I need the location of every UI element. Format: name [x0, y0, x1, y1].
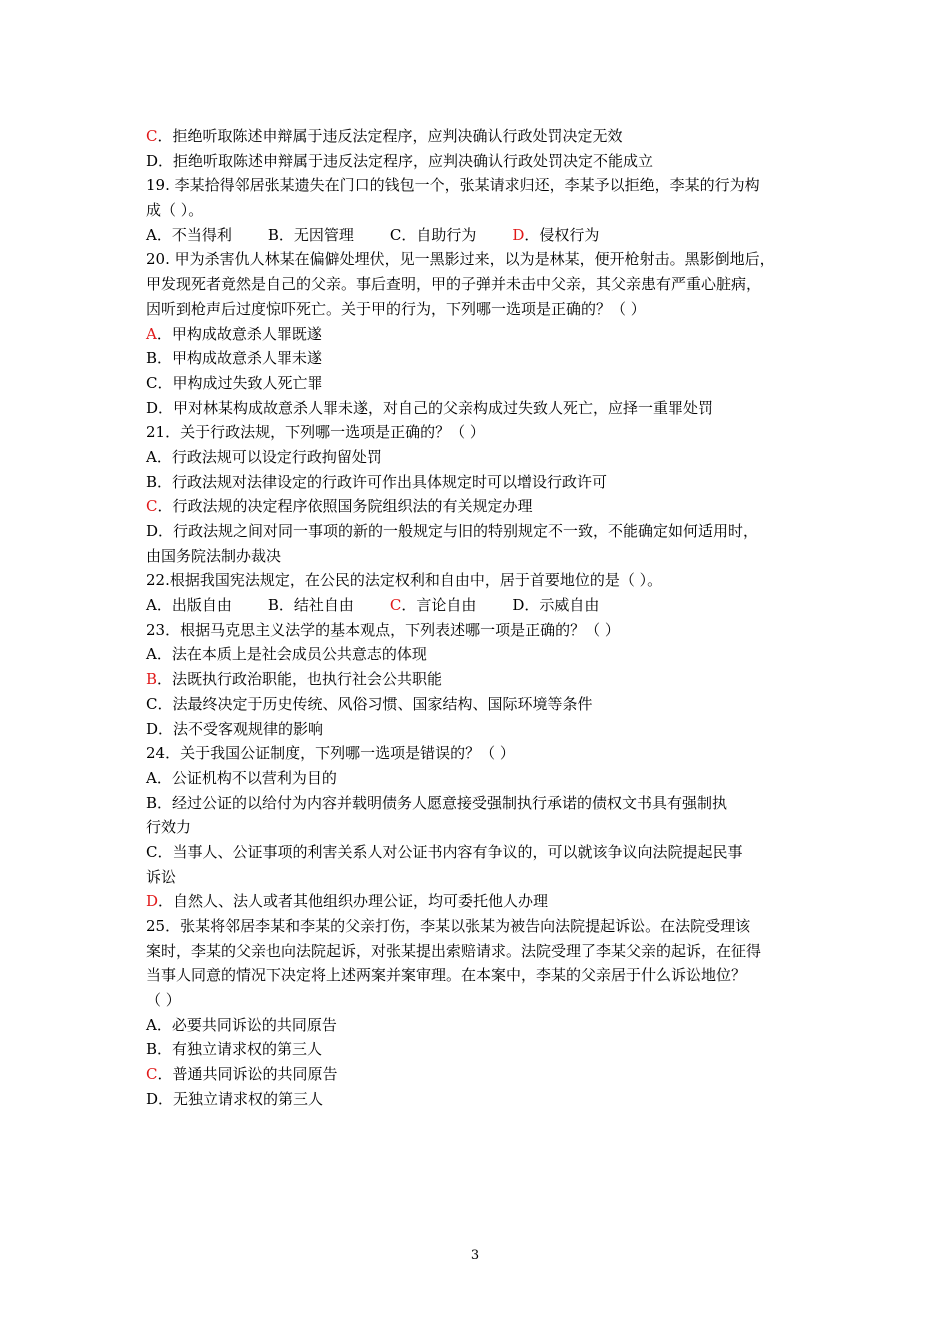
question-22-stem: 22.根据我国宪法规定，在公民的法定权利和自由中，居于首要地位的是（ ）。	[146, 571, 663, 590]
option-c-line: C．当事人、公证事项的利害关系人对公证书内容有争议的，可以就该争议向法院提起民事	[146, 842, 743, 861]
option-d: D．示威自由	[512, 596, 600, 615]
option-d-line: D．行政法规之间对同一事项的新的一般规定与旧的特别规定不一致，不能确定如何适用时，	[146, 522, 759, 540]
option-c: C．自助行为	[389, 225, 477, 244]
option-text: ．行政法规的决定程序依照国务院组织法的有关规定办理	[157, 497, 533, 516]
option-c: C．法最终决定于历史传统、风俗习惯、国家结构、国际环境等条件	[146, 694, 593, 713]
answer-letter: C	[389, 596, 402, 615]
option-b: B．结社自由	[267, 596, 354, 615]
option-d-text: ．侵权行为	[524, 225, 600, 244]
option-b-line: B．经过公证的以给付为内容并载明债务人愿意接受强制执行承诺的债权文书具有强制执	[146, 793, 728, 812]
answer-letter: D	[512, 225, 525, 244]
question-22-options	[146, 593, 816, 618]
option-d: D．甲对林某构成故意杀人罪未遂，对自己的父亲构成过失致人死亡，应择一重罪处罚	[146, 398, 714, 417]
question-20-stem-line: 甲发现死者竟然是自己的父亲。事后查明，甲的子弹并未击中父亲，其父亲患有严重心脏病，	[146, 275, 762, 294]
option-a: A．公证机构不以营利为目的	[146, 768, 337, 787]
option-text: ．普通共同诉讼的共同原告	[157, 1065, 338, 1084]
question-25-stem-line: 25．张某将邻居李某和李某的父亲打伤，李某以张某为被告向法院提起诉讼。在法院受理该	[146, 917, 751, 935]
option-c	[146, 494, 816, 519]
page-content	[146, 124, 816, 1112]
question-19-options	[146, 223, 816, 248]
question-25-stem-line: 案时，李某的父亲也向法院起诉，对张某提出索赔请求。法院受理了李某父亲的起诉，在征得	[146, 941, 762, 960]
question-23-stem: 23．根据马克思主义法学的基本观点，下列表述哪一项是正确的？（ ）	[146, 620, 620, 639]
option-text: ．拒绝听取陈述申辩属于违反法定程序，应判决确认行政处罚决定无效	[157, 127, 623, 145]
option-d-line: 由国务院法制办裁决	[146, 546, 282, 565]
option-a: A．行政法规可以设定行政拘留处罚	[146, 447, 382, 466]
option-d: D．法不受客观规律的影响	[146, 719, 324, 738]
option-text: ．甲构成故意杀人罪既遂	[156, 324, 322, 343]
option-a: A．必要共同诉讼的共同原告	[146, 1015, 337, 1034]
option-text: ．法既执行政治职能，也执行社会公共职能	[157, 670, 443, 689]
question-24-stem: 24．关于我国公证制度，下列哪一选项是错误的？（ ）	[146, 744, 515, 763]
answer-letter: C	[146, 497, 158, 516]
option-a	[146, 322, 816, 347]
question-21-stem: 21．关于行政法规，下列哪一选项是正确的？（ ）	[146, 423, 485, 442]
option-b: B．甲构成故意杀人罪未遂	[146, 349, 323, 368]
question-25-stem-line: （ ）	[146, 991, 181, 1010]
option-a: A．法在本质上是社会成员公共意志的体现	[146, 645, 427, 664]
option-c: C．甲构成过失致人死亡罪	[146, 373, 323, 392]
answer-letter: C	[146, 127, 158, 145]
page-number: 3	[470, 1248, 480, 1263]
option-d	[146, 889, 816, 914]
answer-letter: D	[146, 892, 159, 911]
option-a: A．不当得利	[146, 225, 232, 244]
option-b-line: 行效力	[146, 818, 192, 837]
option-c	[146, 1062, 816, 1087]
question-25-stem-line: 当事人同意的情况下决定将上述两案并案审理。在本案中，李某的父亲居于什么诉讼地位？	[146, 966, 747, 985]
answer-letter: A	[146, 324, 157, 343]
question-20-stem-line: 20. 甲为杀害仇人林某在偏僻处埋伏，见一黑影过来，以为是林某，便开枪射击。黑影倒地后，	[146, 250, 775, 269]
option-c-line: 诉讼	[146, 867, 177, 886]
option-b: B．无因管理	[267, 225, 354, 244]
answer-letter: C	[146, 1065, 158, 1084]
option-d: D．无独立请求权的第三人	[146, 1089, 324, 1108]
question-20-stem-line: 因听到枪声后过度惊吓死亡。关于甲的行为，下列哪一选项是正确的？（ ）	[146, 299, 646, 318]
option-c	[146, 124, 816, 149]
question-19-stem-line: 成（ ）。	[146, 201, 204, 220]
option-c-text: ．言论自由	[401, 596, 477, 615]
option-b: B．行政法规对法律设定的行政许可作出具体规定时可以增设行政许可	[146, 472, 608, 491]
answer-letter: B	[146, 670, 158, 689]
option-text: ．自然人、法人或者其他组织办理公证，均可委托他人办理	[158, 892, 549, 911]
question-19-stem-line: 19. 李某拾得邻居张某遗失在门口的钱包一个，张某请求归还，李某予以拒绝，李某的行为构	[146, 176, 760, 195]
option-d: D．拒绝听取陈述申辩属于违反法定程序，应判决确认行政处罚决定不能成立	[146, 151, 654, 170]
option-a: A．出版自由	[146, 596, 232, 615]
option-b	[146, 667, 816, 692]
option-b: B．有独立请求权的第三人	[146, 1040, 323, 1059]
